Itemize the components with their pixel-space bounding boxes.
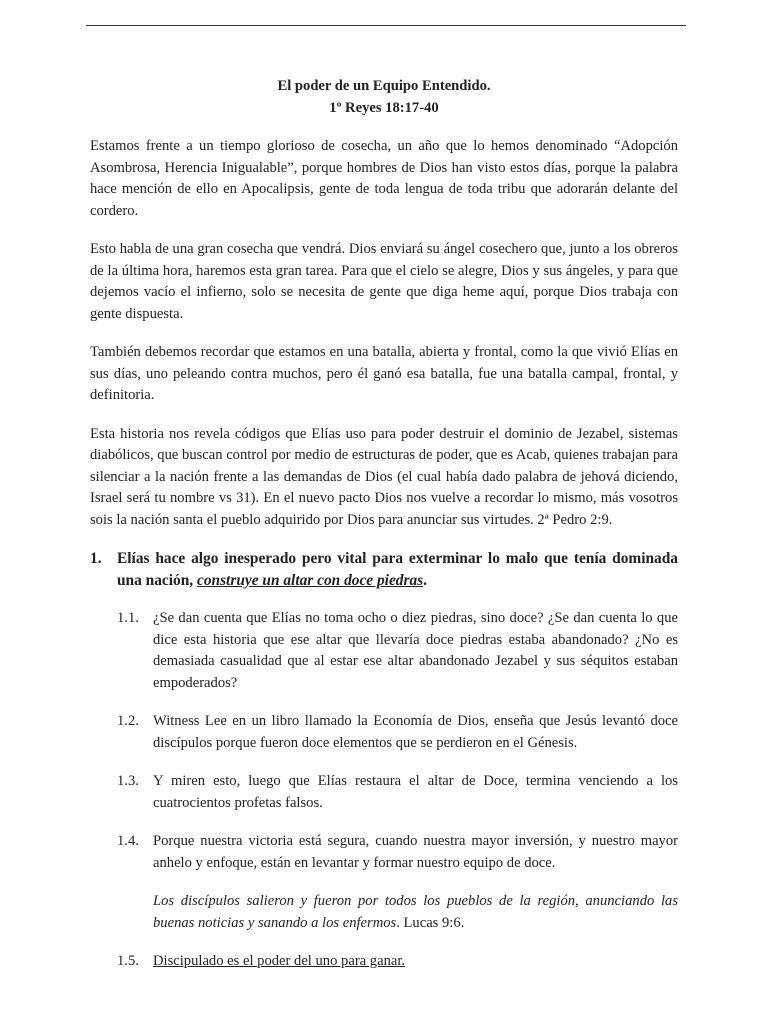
subpoint-number: 1.2. [117,713,139,729]
subpoint-text: Porque nuestra victoria está segura, cuando nuestra mayor inversión, y nuestro mayor anhelo y enfoque, están en levantar y formar nuestro equipo de doce. [153,833,678,871]
subpoint-1-4 [90,831,678,874]
paragraph-2: Esto habla de una gran cosecha que vendrá. Dios enviará su ángel cosechero que, junto a los obreros de la última hora, haremos esta gran tarea. Para que el cielo se alegre, Dios y sus ángeles, y para que dejemos vacío el infierno, solo se necesita de gente que diga heme aquí, porque Dios trabaja con gente dispuesta. [90,241,678,322]
scripture-quote [90,891,678,934]
subpoint-text: Discipulado es el poder del uno para ganar. [153,953,406,969]
subpoint-number: 1.5. [117,953,139,969]
subpoint-1-1 [90,608,678,694]
subpoint-text: Witness Lee en un libro llamado la Economía de Dios, enseña que Jesús levantó doce discípulos porque fueron doce elementos que se perdieron en el Génesis. [153,713,678,751]
point-1-end: . [423,571,428,589]
quote-text: Los discípulos salieron y fueron por todos los pueblos de la región, anunciando las buenas noticias y sanando a los enfermos [153,893,678,931]
subpoint-number: 1.1. [117,610,139,626]
subpoint-number: 1.4. [117,833,139,849]
point-1-text: Elías hace algo inesperado pero vital para exterminar lo malo que tenía dominada una nación, [117,550,678,589]
paragraph-4: Esta historia nos revela códigos que Elías uso para poder destruir el dominio de Jezabel, sistemas diabólicos, que buscan control por medio de estructuras de poder, que es Acab, quienes trabajan para silenciar a la nación frente a las demandas de Dios (el cual había dado palabra de jehová diciendo, Israel será tu nombre vs 31). En el nuevo pacto Dios nos vuelve a recordar lo mismo, más vosotros sois la nación santa el pueblo adquirido por Dios para anunciar sus virtudes. 2ª Pedro 2:9. [90,425,678,528]
subpoint-1-3 [90,771,678,814]
point-1-number: 1. [90,550,102,567]
header-rule [86,25,686,26]
point-1-emphasis: construye un altar con doce piedras [196,571,424,589]
paragraph-3: También debemos recordar que estamos en una batalla, abierta y frontal, como la que vivió Elías en sus días, uno peleando contra muchos, pero él ganó esa batalla, fue una batalla campal, frontal, y definitoria. [90,344,678,403]
document-title: El poder de un Equipo Entendido. [277,78,491,94]
document-reference: 1º Reyes 18:17-40 [329,99,439,116]
subpoint-number: 1.3. [117,773,139,789]
subpoint-text: ¿Se dan cuenta que Elías no toma ocho o diez piedras, sino doce? ¿Se dan cuenta lo que dice esta historia que ese altar que llevaría doce piedras estaba abandonado? ¿No es demasiada casualidad que al estar ese altar abandonado Jezabel y sus séquitos estaban empoderados? [153,610,678,691]
paragraph-1: Estamos frente a un tiempo glorioso de cosecha, un año que lo hemos denominado “Adopción Asombrosa, Herencia Inigualable”, porque hombres de Dios han visto estos días, porque la palabra hace mención de ello en Apocalipsis, gente de toda lengua de toda tribu que adorarán delante del cordero. [90,138,678,219]
subpoint-1-2 [90,711,678,754]
quote-reference: . Lucas 9:6. [396,914,465,931]
subpoint-1-5 [90,951,678,973]
subpoint-text: Y miren esto, luego que Elías restaura el altar de Doce, termina venciendo a los cuatrocientos profetas falsos. [153,773,678,811]
document-body [90,76,678,973]
point-1 [90,548,678,591]
